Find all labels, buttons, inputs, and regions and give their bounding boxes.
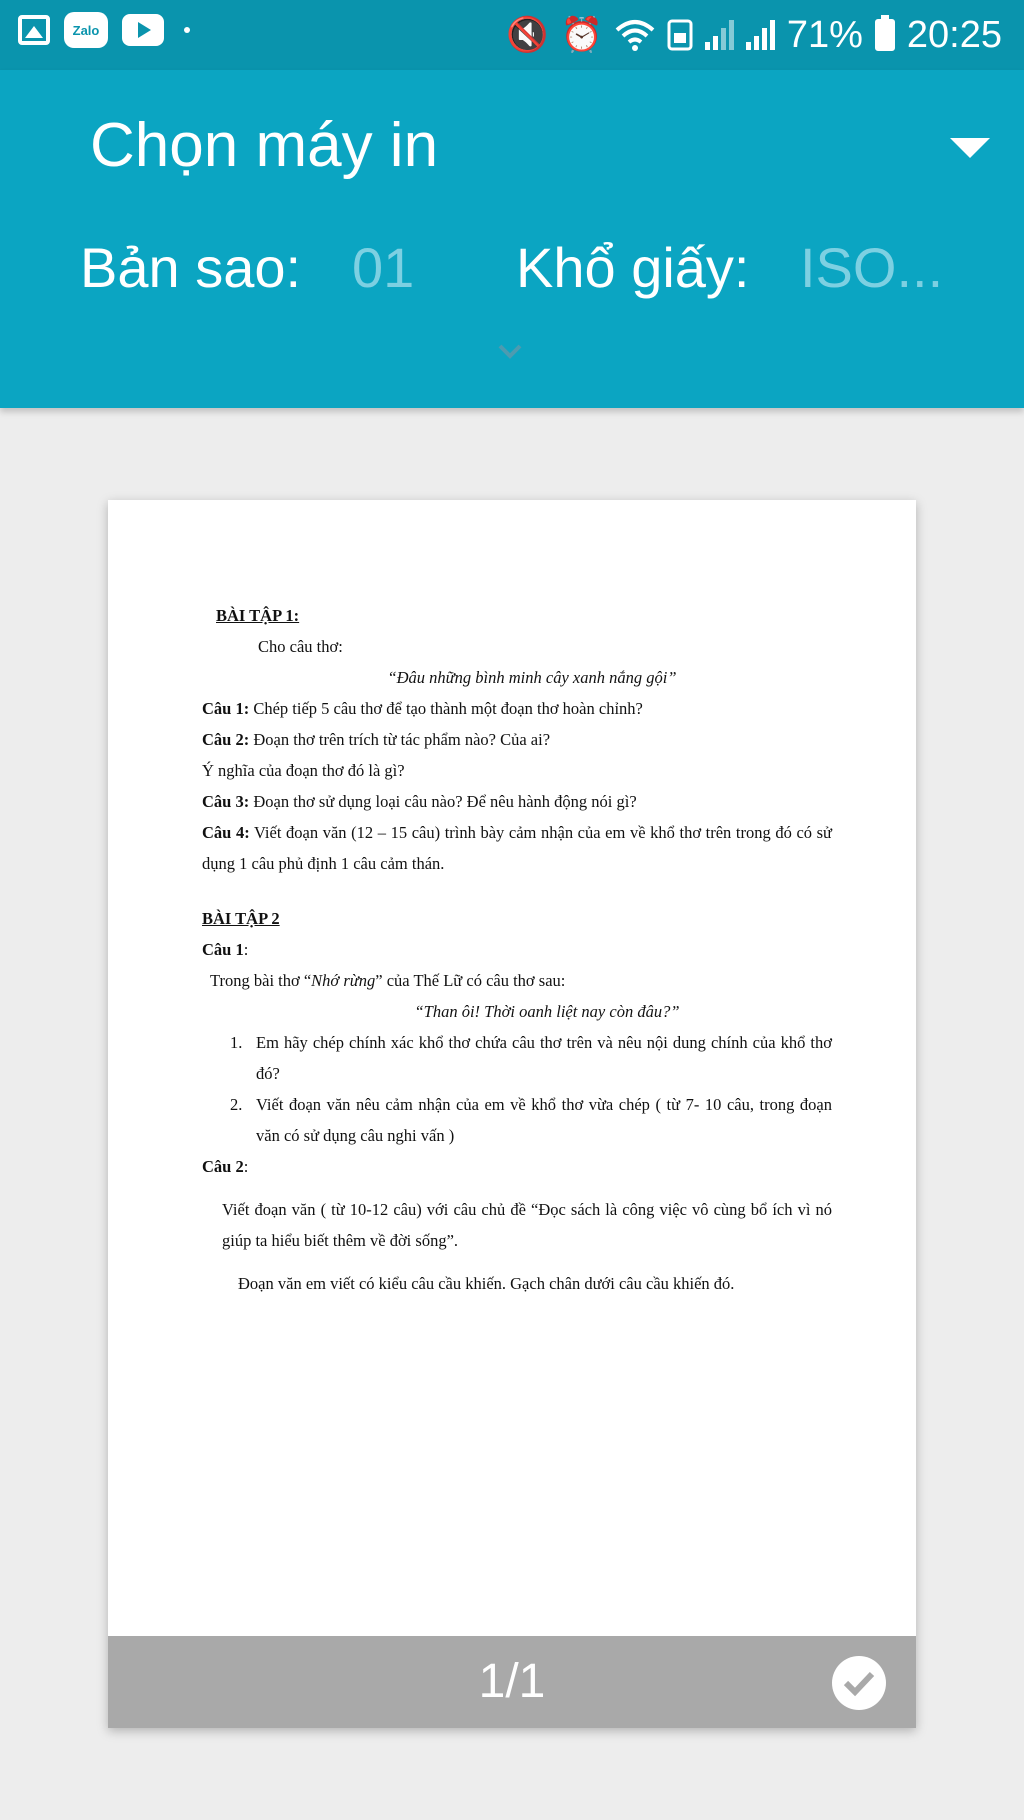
exercise-1-question-2-line-2: Ý nghĩa của đoạn thơ đó là gì? bbox=[202, 761, 405, 780]
clock: 20:25 bbox=[906, 14, 1002, 56]
alarm-icon: ⏰ bbox=[560, 16, 603, 54]
status-bar bbox=[0, 0, 1024, 70]
exercise-1-question-2: Câu 2: Đoạn thơ trên trích từ tác phẩm nào? Của ai? bbox=[202, 730, 551, 749]
paper-size-select[interactable]: ISO... bbox=[800, 236, 944, 299]
exercise-2-quote: “Than ôi! Thời oanh liệt nay còn đâu?” bbox=[414, 1002, 680, 1021]
chevron-down-icon[interactable] bbox=[497, 338, 523, 364]
exercise-1-question-4: Câu 4: Viết đoạn văn (12 – 15 câu) trình bày cảm nhận của em về khổ thơ trên trong đó có sử dụng 1 câu phủ định 1 câu cảm thán. bbox=[202, 823, 832, 873]
print-options-header bbox=[0, 70, 1024, 408]
copies-label: Bản sao: bbox=[80, 236, 302, 299]
battery-icon bbox=[875, 19, 895, 51]
exercise-1-question-1: Câu 1: Chép tiếp 5 câu thơ để tạo thành một đoạn thơ hoàn chỉnh? bbox=[202, 699, 643, 718]
printer-select[interactable]: Chọn máy in bbox=[90, 111, 439, 180]
page-count: 1/1 bbox=[478, 1655, 546, 1708]
zalo-icon bbox=[64, 12, 108, 48]
exercise-2-question-2-paragraph: Viết đoạn văn ( từ 10-12 câu) với câu chủ đề “Đọc sách là công việc vô cùng bổ ích vì nó giúp ta hiểu biết thêm về đời sống”. bbox=[222, 1200, 832, 1250]
document-content bbox=[202, 600, 832, 1299]
mute-icon: 🔇 bbox=[506, 16, 549, 54]
dropdown-arrow-icon[interactable] bbox=[950, 138, 990, 158]
exercise-2-question-2-requirement: Đoạn văn em viết có kiểu câu cầu khiến. Gạch chân dưới câu cầu khiến đó. bbox=[238, 1274, 735, 1293]
signal-icon-2 bbox=[746, 20, 775, 50]
signal-icon bbox=[705, 20, 734, 50]
exercise-2-title: BÀI TẬP 2 bbox=[202, 909, 280, 928]
page-preview[interactable] bbox=[108, 500, 916, 1728]
battery-percent: 71% bbox=[786, 14, 863, 56]
notification-icons bbox=[18, 12, 190, 48]
exercise-1-title: BÀI TẬP 1: bbox=[216, 606, 300, 625]
exercise-1-intro: Cho câu thơ: bbox=[258, 637, 343, 656]
copies-input[interactable]: 01 bbox=[352, 236, 415, 299]
exercise-1-quote: “Đâu những bình minh cây xanh nắng gội” bbox=[387, 668, 677, 687]
exercise-2-question-1-label: Câu 1: bbox=[202, 940, 249, 959]
exercise-2-question-2-label: Câu 2: bbox=[202, 1157, 249, 1176]
exercise-1-question-3: Câu 3: Đoạn thơ sử dụng loại câu nào? Để nêu hành động nói gì? bbox=[202, 792, 637, 811]
page-footer-bar bbox=[108, 1636, 916, 1728]
youtube-icon bbox=[122, 14, 164, 46]
zalo-label: Zalo bbox=[72, 22, 100, 38]
gallery-icon bbox=[18, 15, 50, 45]
wifi-icon bbox=[615, 18, 655, 52]
paper-size-label: Khổ giấy: bbox=[516, 236, 750, 299]
page-select-check-icon[interactable] bbox=[832, 1656, 886, 1710]
exercise-2-intro: Trong bài thơ “Nhớ rừng” của Thế Lữ có câu thơ sau: bbox=[210, 971, 566, 990]
hd-icon bbox=[667, 19, 693, 51]
exercise-2-item-1: 1. Em hãy chép chính xác khổ thơ chứa câu thơ trên và nêu nội dung chính của khổ thơ đó? bbox=[230, 1033, 832, 1083]
system-icons bbox=[506, 8, 1002, 62]
exercise-2-item-2: 2. Viết đoạn văn nêu cảm nhận của em về khổ thơ vừa chép ( từ 7- 10 câu, trong đoạn văn có sử dụng câu nghi vấn ) bbox=[230, 1095, 832, 1145]
more-notifications-dot bbox=[184, 27, 190, 33]
